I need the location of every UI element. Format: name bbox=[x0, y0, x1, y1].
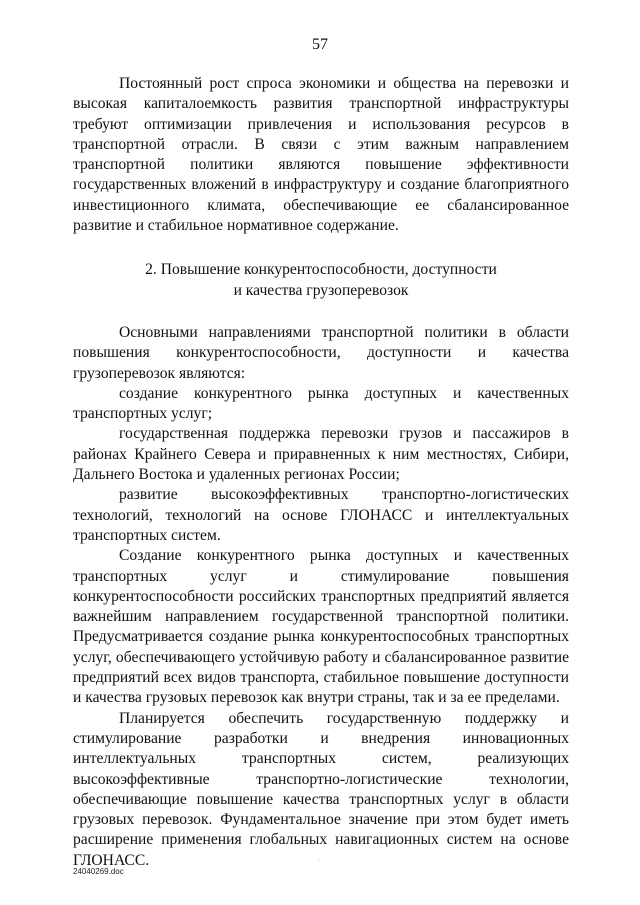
list-item-state-support: государственная поддержка перевозки грузов и пассажиров в районах Крайнего Севера и приравненных к ним местностях, Сибири, Дальнего Востока и удаленных регионах России; bbox=[73, 425, 569, 484]
paragraph-competitive-market-creation: Создание конкурентного рынка доступных и качественных транспортных услуг и стимулирование повышения конкурентоспособности российских транспортных предприятий является важнейшим направлением государственной транспортной политики. Предусматривается создание рынка конкурентоспособных транспортных услуг, обеспечивающего устойчивую работу и сбалансированное развитие предприятий всех видов транспорта, стабильное повышение доступности и качества грузовых перевозок как внутри страны, так и за ее пределами. bbox=[73, 547, 569, 707]
paragraph-directions-intro: Основными направлениями транспортной политики в области повышения конкурентоспособности, доступности и качества грузоперевозок являются: bbox=[73, 323, 569, 382]
section-heading-line-2: и качества грузоперевозок bbox=[233, 281, 409, 299]
page-number: 57 bbox=[312, 36, 328, 53]
section-heading bbox=[73, 260, 569, 301]
list-item-logistics-technologies: развитие высокоэффективных транспортно-логистических технологий, технологий на основе ГЛОНАСС и интеллектуальных транспортных систем. bbox=[73, 486, 569, 544]
paragraph-innovation-support: Планируется обеспечить государственную поддержку и стимулирование разработки и внедрения инновационных интеллектуальных транспортных систем, реализующих высокоэффективные транспортно-логистические технологии, обеспечивающие повышение качества транспортных услуг в области грузовых перевозок. Фундаментальное значение при этом будет иметь расширение применения глобальных навигационных систем на основе ГЛОНАСС. bbox=[73, 709, 569, 869]
document-body bbox=[73, 74, 569, 871]
footer-mark: · bbox=[318, 858, 320, 864]
intro-paragraph: Постоянный рост спроса экономики и общества на перевозки и высокая капиталоемкость развития транспортной инфраструктуры требуют оптимизации привлечения и использования ресурсов в транспортной отрасли. В связи с этим важным направлением транспортной политики являются повышение эффективности государственных вложений в инфраструктуру и создание благоприятного инвестиционного климата, обеспечивающие ее сбалансированное развитие и стабильное нормативное содержание. bbox=[73, 75, 569, 235]
section-heading-line-1: 2. Повышение конкурентоспособности, доступности bbox=[145, 261, 497, 279]
list-item-competitive-market: создание конкурентного рынка доступных и качественных транспортных услуг; bbox=[73, 384, 569, 423]
footer-filename: 24040269.doc bbox=[73, 867, 124, 876]
